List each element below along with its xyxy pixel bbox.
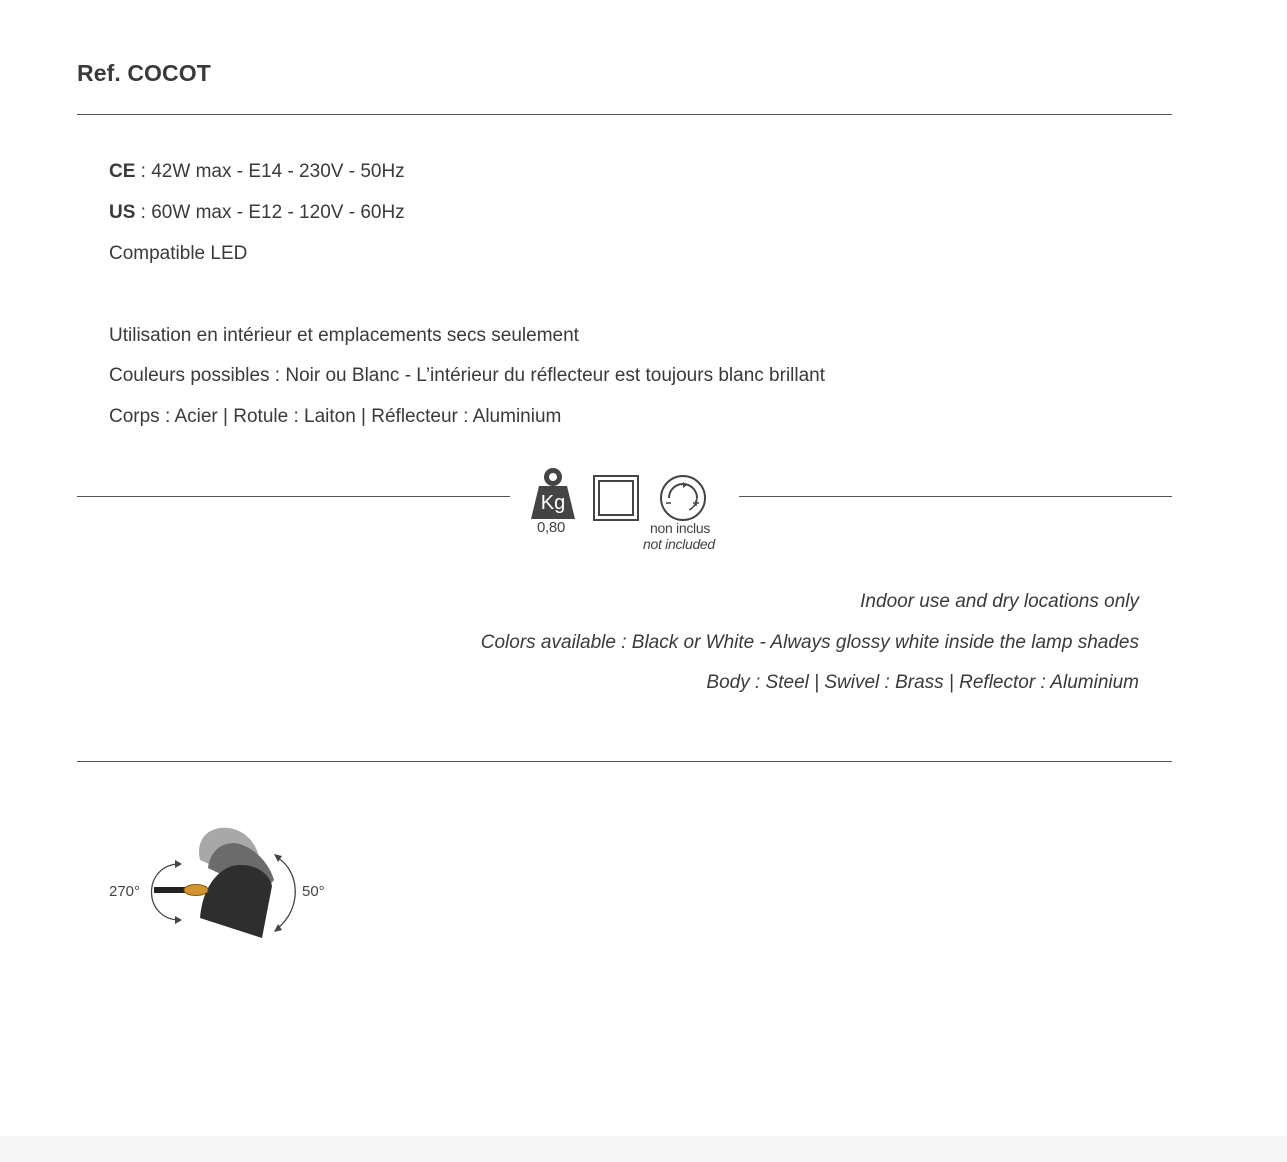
page-title: Ref. COCOT <box>77 60 211 86</box>
lamp-rotation-diagram <box>140 820 305 942</box>
ce-value: : 42W max - E14 - 230V - 50Hz <box>135 161 405 182</box>
page-bottom-strip <box>0 1136 1287 1162</box>
icons-divider-left <box>77 496 510 497</box>
fr-usage: Utilisation en intérieur et emplacements secs seulement <box>109 325 579 346</box>
weight-icon <box>531 466 577 520</box>
en-materials: Body : Steel | Swivel : Brass | Reflector : Aluminium <box>706 672 1139 693</box>
en-colors: Colors available : Black or White - Always glossy white inside the lamp shades <box>480 632 1139 653</box>
weight-unit: Kg <box>540 492 566 514</box>
us-spec <box>109 202 405 224</box>
fr-materials: Corps : Acier | Rotule : Laiton | Réflecteur : Aluminium <box>109 406 562 427</box>
fr-colors: Couleurs possibles : Noir ou Blanc - L’intérieur du réflecteur est toujours blanc brillant <box>109 365 826 386</box>
led-compat: Compatible LED <box>109 243 248 264</box>
us-value: : 60W max - E12 - 120V - 60Hz <box>135 202 405 223</box>
vertical-rotation-label: 50° <box>302 883 325 900</box>
icons-divider-right <box>739 496 1172 497</box>
ce-label: CE <box>109 161 136 182</box>
dimmer-caption-en: not included <box>643 536 715 552</box>
dimmer-icon <box>659 474 707 522</box>
title-divider <box>77 114 1172 115</box>
double-insulation-icon <box>593 475 639 521</box>
weight-value: 0,80 <box>537 519 565 536</box>
dimmer-caption-fr: non inclus <box>650 520 711 536</box>
horizontal-rotation-label: 270° <box>109 883 141 900</box>
us-label: US <box>109 202 136 223</box>
footer-divider <box>77 761 1172 762</box>
en-usage: Indoor use and dry locations only <box>860 591 1139 612</box>
ce-spec <box>109 161 405 183</box>
